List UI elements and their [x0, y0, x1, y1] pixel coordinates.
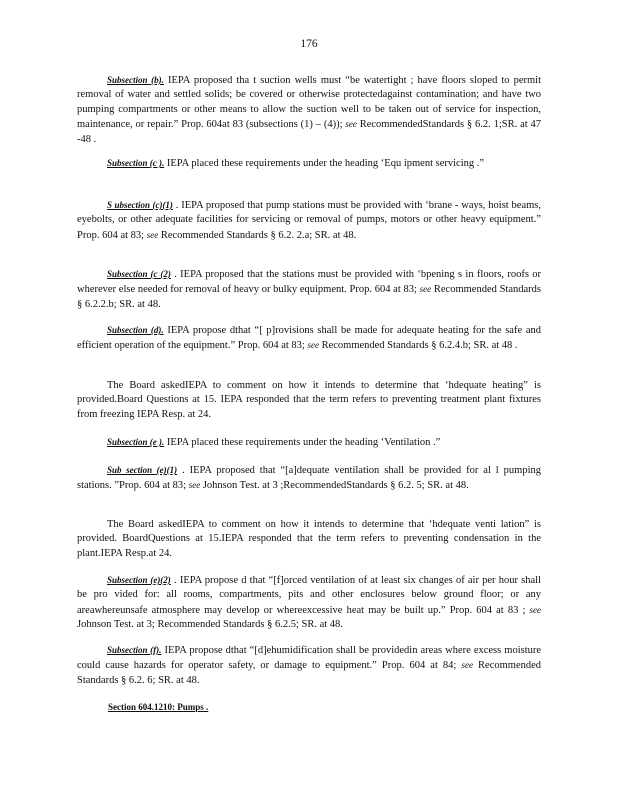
paragraph-text: . IEPA proposed that the stations must be provided with ‘bpening s in floors, roofs or wherever else needed for removal of heavy or bulky equipment. Prop. 604 at 83; — [77, 269, 542, 296]
paragraph-subsection-b — [77, 73, 541, 147]
paragraph-subsection-c2 — [77, 267, 541, 312]
paragraph-text: The Board askedIEPA to comment on how it intends to determine that ‘hdequate heating” is provided.Board Questions at 15. IEPA responded that the term refers to preventing treatment plant fixtures from freezing IEPA Resp. at 24. — [77, 380, 541, 420]
subsection-label: Subsection (c (2) — [107, 269, 171, 279]
subsection-label: Sub section (e)(1) — [107, 465, 178, 475]
see-signal: see — [307, 340, 319, 351]
subsection-label: Subsection (f). — [107, 645, 162, 655]
subsection-label: Subsection (e)(2) — [107, 575, 171, 585]
citation-text: Recommended Standards § 6.2. 2.a; SR. at 48. — [160, 229, 357, 241]
subsection-label: Subsection (b). — [107, 75, 164, 85]
paragraph-subsection-d — [77, 323, 541, 354]
subsection-label: Subsection (c ). — [107, 158, 165, 168]
see-signal: see — [461, 660, 473, 671]
section-heading: Section 604.1210: Pumps . — [108, 702, 209, 712]
paragraph-board-question-ventilation — [77, 518, 541, 561]
see-signal: see — [419, 284, 432, 295]
citation-text: Johnson Test. at 3 ;RecommendedStandards § 6.2. 5; SR. at 48. — [202, 480, 469, 492]
paragraph-subsection-c — [77, 156, 541, 171]
paragraph-subsection-f — [77, 643, 541, 688]
page-number: 176 — [300, 38, 318, 50]
paragraph-text: . IEPA proposed that pump stations must be provided with ‘brane - ways, hoist beams, eyebolts, or other adequate facilities for servicing or removal of pumps, motors or other heavy equipment.” Prop. 604 at 83; — [77, 200, 541, 241]
citation-text: Recommended Standards § 6.2.2.b; SR. at 48. — [77, 284, 541, 310]
paragraph-board-question-heating — [77, 379, 541, 422]
paragraph-text: IEPA propose dthat “[d]ehumidification shall be providedin areas where excess moisture could cause hazards for operator safety, or damage to equipment.” Prop. 604 at 84; — [77, 645, 542, 672]
paragraph-subsection-e2 — [77, 573, 541, 633]
paragraph-text: IEPA proposed tha t suction wells must “be watertight ; have floors sloped to permit removal of water and settled solids; be covered or otherwise protectedagainst contamination; and have two pumping compartments or other means to allow the suction well to be taken out of service for inspection, maintenance, or repair.” Prop. 604at 83 (subsections (1) – (4)); — [77, 75, 542, 131]
subsection-label: Subsection (d). — [107, 325, 164, 335]
citation-text: Johnson Test. at 3; Recommended Standards § 6.2.5; SR. at 48. — [77, 619, 343, 631]
subsection-label: Subsection (e ). — [107, 437, 165, 447]
paragraph-subsection-c1 — [77, 198, 541, 243]
paragraph-text: IEPA propose dthat “[ p]rovisions shall be made for adequate heating for the safe and efficient operation of the equipment.” Prop. 604 at 83; — [77, 325, 541, 352]
subsection-label: S ubsection (c)(1) — [107, 200, 173, 210]
paragraph-text: . IEPA propose d that “[f]orced ventilation of at least six changes of air per hour shall be pro vided for: all rooms, compartments, pits and other enclosures below ground floor; or any areawhereunsafe atmosphere may develop or whereexcessive heat may be built up.” Prop. 604 at 83 ; — [77, 575, 541, 616]
paragraph-text: IEPA placed these requirements under the heading ‘Equ ipment servicing .” — [166, 158, 485, 169]
citation-text: RecommendedStandards § 6.2. 1;SR. at 47 -48 . — [77, 119, 542, 145]
see-signal: see — [345, 119, 357, 130]
see-signal: see — [188, 480, 201, 491]
paragraph-text: IEPA placed these requirements under the heading ‘Ventilation .” — [166, 437, 441, 448]
paragraph-subsection-e — [77, 435, 541, 450]
paragraph-text: The Board askedIEPA to comment on how it intends to determine that ‘hdequate venti lation” is provided. BoardQuestions at 15.IEPA responded that the term refers to preventing condensation in the plant.IEPA Resp.at 24. — [77, 519, 541, 559]
paragraph-text: . IEPA proposed that “[a]dequate ventilation shall be provided for al l pumping stations. ”Prop. 604 at 83; — [77, 465, 542, 492]
citation-text: Recommended Standards § 6.2.4.b; SR. at 48 . — [321, 340, 518, 352]
citation-text: Recommended Standards § 6.2. 6; SR. at 48. — [77, 660, 542, 686]
paragraph-subsection-e1 — [77, 463, 541, 494]
see-signal: see — [529, 604, 542, 615]
see-signal: see — [146, 229, 159, 240]
